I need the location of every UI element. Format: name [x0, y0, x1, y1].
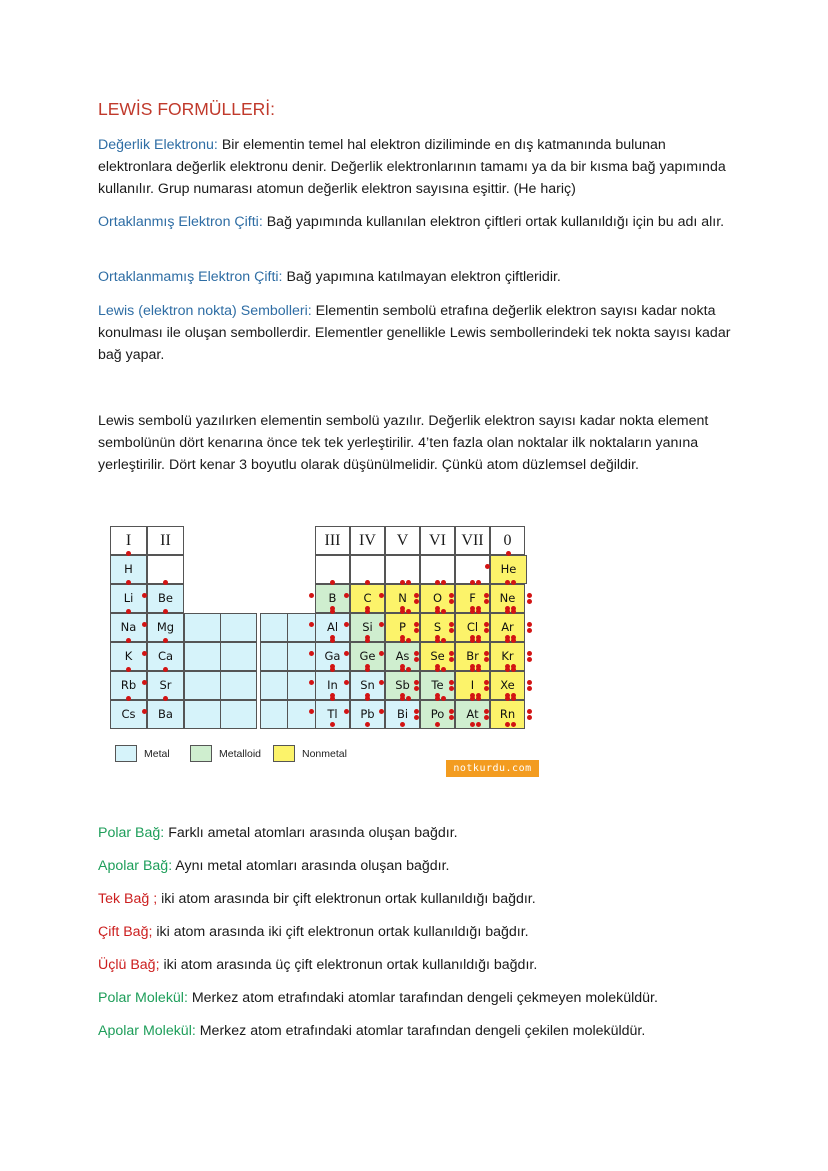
- element-symbol: Kr: [492, 643, 524, 670]
- legend-nonmetal-label: Nonmetal: [302, 748, 347, 760]
- electron-dot: [330, 580, 335, 585]
- electron-dot: [330, 638, 335, 643]
- element-symbol: Sn: [352, 672, 384, 699]
- element-symbol: Ba: [150, 701, 182, 728]
- definition-lone-pair: [98, 266, 738, 288]
- electron-dot: [449, 715, 454, 720]
- electron-dot: [344, 651, 349, 656]
- electron-dot: [400, 580, 405, 585]
- electron-dot: [414, 709, 419, 714]
- electron-dot: [449, 599, 454, 604]
- definition-term: Lewis (elektron nokta) Sembolleri:: [98, 303, 312, 319]
- legend-metal-swatch: [115, 745, 137, 762]
- electron-dot: [406, 638, 411, 643]
- electron-dot: [379, 680, 384, 685]
- element-symbol: Pb: [352, 701, 384, 728]
- element-symbol: I: [457, 672, 489, 699]
- electron-dot: [163, 667, 168, 672]
- electron-dot: [400, 696, 405, 701]
- definition-shared-pair: [98, 211, 738, 233]
- electron-dot: [449, 622, 454, 627]
- electron-dot: [414, 593, 419, 598]
- definition-text: Elementin sembolü etrafına değerlik elektron sayısı kadar nokta konulması ile oluşan sembollerdir. Elementler genellikle Lewis sembollerindeki tek nokta sayısı kadar bağ yapar.: [98, 303, 731, 363]
- transition-cell: [184, 642, 221, 671]
- element-symbol: H: [113, 556, 145, 583]
- electron-dot: [126, 638, 131, 643]
- element-symbol: Ar: [492, 614, 524, 641]
- transition-cell: [220, 671, 257, 700]
- molecule-text: Merkez atom etrafındaki atomlar tarafından dengeli çekmeyen moleküldür.: [187, 990, 658, 1006]
- bond-term: Çift Bağ;: [98, 924, 153, 940]
- element-symbol: S: [422, 614, 454, 641]
- definition-term: Değerlik Elektronu:: [98, 137, 218, 153]
- transition-cell: [287, 671, 316, 700]
- element-symbol: Rn: [492, 701, 524, 728]
- electron-dot: [511, 667, 516, 672]
- electron-dot: [527, 622, 532, 627]
- element-symbol: Te: [422, 672, 454, 699]
- electron-dot: [476, 667, 481, 672]
- electron-dot: [476, 580, 481, 585]
- electron-dot: [506, 551, 511, 556]
- element-symbol: N: [387, 585, 419, 612]
- electron-dot: [126, 551, 131, 556]
- electron-dot: [414, 651, 419, 656]
- electron-dot: [484, 599, 489, 604]
- electron-dot: [527, 715, 532, 720]
- electron-dot: [344, 593, 349, 598]
- electron-dot: [484, 657, 489, 662]
- electron-dot: [163, 580, 168, 585]
- electron-dot: [476, 609, 481, 614]
- electron-dot: [441, 667, 446, 672]
- electron-dot: [365, 580, 370, 585]
- electron-dot: [435, 638, 440, 643]
- group-header: II: [147, 526, 184, 555]
- element-symbol: Mg: [150, 614, 182, 641]
- electron-dot: [435, 696, 440, 701]
- electron-dot: [476, 638, 481, 643]
- transition-cell: [260, 613, 288, 642]
- element-symbol: Br: [457, 643, 489, 670]
- transition-cell: [260, 700, 288, 729]
- electron-dot: [142, 593, 147, 598]
- electron-dot: [400, 722, 405, 727]
- element-symbol: Rb: [113, 672, 145, 699]
- electron-dot: [511, 580, 516, 585]
- element-symbol: He: [493, 556, 525, 583]
- legend-metalloid-label: Metalloid: [219, 748, 262, 760]
- electron-dot: [505, 638, 510, 643]
- electron-dot: [406, 667, 411, 672]
- electron-dot: [527, 599, 532, 604]
- element-symbol: As: [387, 643, 419, 670]
- electron-dot: [365, 696, 370, 701]
- electron-dot: [163, 609, 168, 614]
- electron-dot: [511, 696, 516, 701]
- element-symbol: Tl: [317, 701, 349, 728]
- electron-dot: [344, 680, 349, 685]
- electron-dot: [441, 609, 446, 614]
- element-symbol: Sr: [150, 672, 182, 699]
- molecule-term: Apolar Molekül:: [98, 1023, 196, 1039]
- electron-dot: [414, 622, 419, 627]
- bond-text: Farklı ametal atomları arasında oluşan bağdır.: [164, 825, 458, 841]
- element-symbol: Sb: [387, 672, 419, 699]
- definition-term: Ortaklanmamış Elektron Çifti:: [98, 269, 283, 285]
- electron-dot: [476, 696, 481, 701]
- electron-dot: [126, 667, 131, 672]
- transition-cell: [184, 700, 221, 729]
- molecule-term: Polar Molekül:: [98, 990, 188, 1006]
- electron-dot: [484, 680, 489, 685]
- transition-cell: [287, 642, 316, 671]
- electron-dot: [527, 593, 532, 598]
- electron-dot: [505, 667, 510, 672]
- electron-dot: [309, 709, 314, 714]
- electron-dot: [449, 680, 454, 685]
- electron-dot: [505, 609, 510, 614]
- element-symbol: Ga: [317, 643, 349, 670]
- electron-dot: [414, 715, 419, 720]
- electron-dot: [527, 680, 532, 685]
- element-symbol: Se: [422, 643, 454, 670]
- electron-dot: [484, 709, 489, 714]
- definition-valence-electron: [98, 134, 738, 200]
- electron-dot: [449, 628, 454, 633]
- electron-dot: [414, 599, 419, 604]
- element-symbol: Cs: [113, 701, 145, 728]
- element-cell: [315, 700, 350, 729]
- page-title: LEWİS FORMÜLLERİ:: [98, 99, 275, 119]
- electron-dot: [126, 696, 131, 701]
- transition-cell: [220, 700, 257, 729]
- transition-cell: [184, 613, 221, 642]
- definition-term: Ortaklanmış Elektron Çifti:: [98, 214, 263, 230]
- legend-metal-label: Metal: [144, 748, 170, 760]
- electron-dot: [379, 622, 384, 627]
- electron-dot: [484, 686, 489, 691]
- element-symbol: Na: [113, 614, 145, 641]
- bond-term: Üçlü Bağ;: [98, 957, 160, 973]
- bond-term: Polar Bağ:: [98, 825, 165, 841]
- electron-dot: [449, 593, 454, 598]
- electron-dot: [365, 667, 370, 672]
- element-symbol: C: [352, 585, 384, 612]
- electron-dot: [142, 709, 147, 714]
- electron-dot: [365, 609, 370, 614]
- electron-dot: [527, 686, 532, 691]
- electron-dot: [449, 709, 454, 714]
- group-header: III: [315, 526, 350, 555]
- electron-dot: [142, 651, 147, 656]
- bond-text: iki atom arasında üç çift elektronun ortak kullanıldığı bağdır.: [159, 957, 538, 973]
- electron-dot: [414, 657, 419, 662]
- electron-dot: [309, 593, 314, 598]
- definition-text: Bağ yapımında kullanılan elektron çiftleri ortak kullanıldığı için bu adı alır.: [262, 214, 725, 230]
- transition-cell: [287, 613, 316, 642]
- electron-dot: [441, 580, 446, 585]
- transition-cell: [260, 642, 288, 671]
- element-symbol: Ne: [492, 585, 524, 612]
- bond-double: [98, 921, 738, 943]
- element-symbol: Li: [113, 585, 145, 612]
- electron-dot: [441, 696, 446, 701]
- molecule-text: Merkez atom etrafındaki atomlar tarafından dengeli çekilen moleküldür.: [195, 1023, 646, 1039]
- electron-dot: [470, 580, 475, 585]
- element-cell: [490, 700, 525, 729]
- electron-dot: [344, 622, 349, 627]
- group-header: I: [110, 526, 147, 555]
- element-symbol: Po: [422, 701, 454, 728]
- electron-dot: [470, 722, 475, 727]
- group-header: V: [385, 526, 420, 555]
- element-cell: [350, 700, 385, 729]
- electron-dot: [163, 638, 168, 643]
- electron-dot: [400, 667, 405, 672]
- electron-dot: [470, 667, 475, 672]
- electron-dot: [527, 709, 532, 714]
- element-cell: [147, 700, 184, 729]
- electron-dot: [470, 609, 475, 614]
- electron-dot: [414, 686, 419, 691]
- element-cell: [110, 700, 147, 729]
- element-symbol: At: [457, 701, 489, 728]
- element-symbol: Xe: [492, 672, 524, 699]
- bond-text: iki atom arasında iki çift elektronun ortak kullanıldığı bağdır.: [152, 924, 529, 940]
- electron-dot: [330, 609, 335, 614]
- electron-dot: [511, 609, 516, 614]
- electron-dot: [309, 680, 314, 685]
- electron-dot: [365, 722, 370, 727]
- element-symbol: Be: [150, 585, 182, 612]
- electron-dot: [414, 680, 419, 685]
- bond-term: Apolar Bağ:: [98, 858, 173, 874]
- legend-nonmetal-swatch: [273, 745, 295, 762]
- definition-lewis-symbols: [98, 300, 738, 366]
- electron-dot: [484, 622, 489, 627]
- lewis-periodic-table: [110, 526, 540, 780]
- electron-dot: [142, 680, 147, 685]
- electron-dot: [379, 593, 384, 598]
- electron-dot: [484, 651, 489, 656]
- element-symbol: P: [387, 614, 419, 641]
- bond-text: Aynı metal atomları arasında oluşan bağdır.: [172, 858, 450, 874]
- electron-dot: [400, 609, 405, 614]
- electron-dot: [484, 715, 489, 720]
- electron-dot: [527, 657, 532, 662]
- element-symbol: B: [317, 585, 349, 612]
- group-header: VI: [420, 526, 455, 555]
- bond-polar: [98, 822, 738, 844]
- electron-dot: [435, 667, 440, 672]
- transition-cell: [220, 642, 257, 671]
- bond-apolar: [98, 855, 738, 877]
- bond-text: iki atom arasında bir çift elektronun ortak kullanıldığı bağdır.: [157, 891, 536, 907]
- element-symbol: O: [422, 585, 454, 612]
- element-symbol: Si: [352, 614, 384, 641]
- electron-dot: [435, 722, 440, 727]
- electron-dot: [449, 651, 454, 656]
- electron-dot: [330, 722, 335, 727]
- transition-cell: [260, 671, 288, 700]
- electron-dot: [511, 638, 516, 643]
- electron-dot: [126, 580, 131, 585]
- electron-dot: [400, 638, 405, 643]
- element-symbol: K: [113, 643, 145, 670]
- electron-dot: [379, 651, 384, 656]
- group-header: VII: [455, 526, 490, 555]
- electron-dot: [505, 722, 510, 727]
- definition-text: Bir elementin temel hal elektron diziliminde en dış katmanında bulunan elektronlara değerlik elektronu denir. Değerlik elektronlarının tamamı ya da bir kısma bağ yapımında kullanılır. Grup numarası atomun değerlik elektron sayısına eşittir. (He hariç): [98, 137, 726, 197]
- element-symbol: Ge: [352, 643, 384, 670]
- watermark-logo: notkurdu.com: [446, 760, 539, 777]
- electron-dot: [449, 686, 454, 691]
- electron-dot: [414, 628, 419, 633]
- element-symbol: In: [317, 672, 349, 699]
- electron-dot: [476, 722, 481, 727]
- electron-dot: [527, 628, 532, 633]
- electron-dot: [505, 696, 510, 701]
- element-symbol: Cl: [457, 614, 489, 641]
- definition-text: Bağ yapımına katılmayan elektron çiftleridir.: [282, 269, 561, 285]
- electron-dot: [485, 564, 490, 569]
- electron-dot: [449, 657, 454, 662]
- electron-dot: [435, 580, 440, 585]
- group-header: IV: [350, 526, 385, 555]
- electron-dot: [379, 709, 384, 714]
- electron-dot: [406, 696, 411, 701]
- electron-dot: [309, 651, 314, 656]
- electron-dot: [330, 667, 335, 672]
- bond-term: Tek Bağ ;: [98, 891, 158, 907]
- group-header: 0: [490, 526, 525, 555]
- element-symbol: Bi: [387, 701, 419, 728]
- transition-cell: [220, 613, 257, 642]
- electron-dot: [406, 580, 411, 585]
- transition-cell: [287, 700, 316, 729]
- transition-cell: [184, 671, 221, 700]
- electron-dot: [365, 638, 370, 643]
- electron-dot: [406, 609, 411, 614]
- electron-dot: [126, 609, 131, 614]
- element-symbol: Al: [317, 614, 349, 641]
- element-symbol: F: [457, 585, 489, 612]
- electron-dot: [511, 722, 516, 727]
- electron-dot: [441, 638, 446, 643]
- molecule-polar: [98, 987, 738, 1009]
- electron-dot: [344, 709, 349, 714]
- electron-dot: [484, 628, 489, 633]
- electron-dot: [505, 580, 510, 585]
- bond-triple: [98, 954, 738, 976]
- electron-dot: [527, 651, 532, 656]
- electron-dot: [330, 696, 335, 701]
- legend-metalloid-swatch: [190, 745, 212, 762]
- electron-dot: [470, 638, 475, 643]
- molecule-apolar: [98, 1020, 738, 1042]
- electron-dot: [484, 593, 489, 598]
- electron-dot: [309, 622, 314, 627]
- electron-dot: [142, 622, 147, 627]
- electron-dot: [435, 609, 440, 614]
- electron-dot: [470, 696, 475, 701]
- bond-single: [98, 888, 738, 910]
- lewis-explanation-paragraph: Lewis sembolü yazılırken elementin sembolü yazılır. Değerlik elektron sayısı kadar nokta element sembolünün dört kenarına önce tek tek yerleştirilir. 4’ten fazla olan noktalar ilk noktaların yanına yerleştirilir. Dört kenar 3 boyutlu olarak düşünülmelidir. Çünkü atom düzlemsel değildir.: [98, 413, 709, 473]
- element-symbol: Ca: [150, 643, 182, 670]
- electron-dot: [163, 696, 168, 701]
